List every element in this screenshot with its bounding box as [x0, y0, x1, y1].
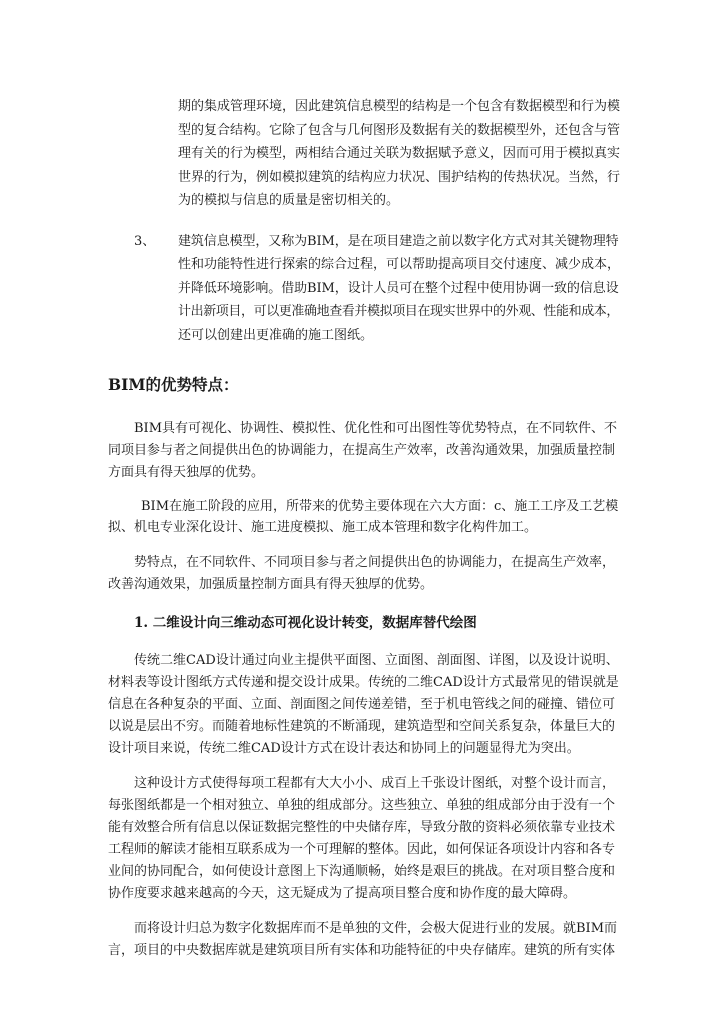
- text-line: 世界的行为，例如模拟建筑的结构应力状况、围护结构的传热状况。当然，行: [178, 170, 621, 185]
- subheading: 1. 二维设计向三维动态可视化设计转变，数据库替代绘图: [134, 615, 477, 631]
- text-line: 传统二维CAD设计通过向业主提供平面图、立面图、剖面图、详图，以及设计说明、: [134, 653, 619, 668]
- text-line: 期的集成管理环境，因此建筑信息模型的结构是一个包含有数据模型和行为模: [178, 99, 621, 114]
- list-marker: 3、: [134, 234, 156, 249]
- text-line: 理有关的行为模型，两相结合通过关联为数据赋予意义，因而可用于模拟真实: [178, 146, 621, 161]
- text-line: 而将设计归总为数字化数据库而不是单独的文件，会极大促进行业的发展。就BIM而: [134, 921, 618, 936]
- text-line: 并降低环境影响。借助BIM，设计人员可在整个过程中使用协调一致的信息设: [178, 281, 619, 296]
- text-line: 方面具有得天独厚的优势。: [108, 465, 265, 480]
- text-line: 以说是层出不穷。而随着地标性建筑的不断涌现，建筑造型和空间关系复杂，体量巨大的: [108, 719, 616, 734]
- text-line: 还可以创建出更准确的施工图纸。: [178, 328, 374, 343]
- text-line: 型的复合结构。它除了包含与几何图形及数据有关的数据模型外，还包含与管: [178, 123, 621, 138]
- text-line: 同项目参与者之间提供出色的协调能力，在提高生产效率，改善沟通效果，加强质量控制: [108, 443, 616, 458]
- text-line: 建筑信息模型，又称为BIM，是在项目建造之前以数字化方式对其关键物理特: [178, 234, 619, 249]
- text-line: 改善沟通效果，加强质量控制方面具有得天独厚的优势。: [108, 577, 434, 592]
- text-line: 工程师的解读才能相互联系成为一个可理解的整体。因此，如何保证各项设计内容和各专: [108, 842, 616, 857]
- text-line: 协作度要求越来越高的今天，这无疑成为了提高项目整合度和协作度的最大障碍。: [108, 886, 577, 901]
- text-line: 拟、机电专业深化设计、施工进度模拟、施工成本管理和数字化构件加工。: [108, 520, 538, 535]
- text-line: 信息在各种复杂的平面、立面、剖面图之间传递差错，至于机电管线之间的碰撞、错位可: [108, 697, 616, 712]
- text-line: BIM在施工阶段的应用，所带来的优势主要体现在六大方面：c、施工工序及工艺模: [141, 499, 619, 514]
- text-line: 这种设计方式使得每项工程都有大大小小、成百上千张设计图纸，对整个设计而言，: [134, 776, 616, 791]
- text-line: 性和功能特性进行探索的综合过程，可以帮助提高项目交付速度、减少成本，: [178, 257, 621, 272]
- text-line: 为的模拟与信息的质量是密切相关的。: [178, 193, 400, 208]
- text-line: 业间的协同配合，如何使设计意图上下沟通顺畅，始终是艰巨的挑战。在对项目整合度和: [108, 864, 616, 879]
- text-line: BIM具有可视化、协调性、模拟性、优化性和可出图性等优势特点，在不同软件、不: [134, 421, 618, 436]
- text-line: 势特点，在不同软件、不同项目参与者之间提供出色的协调能力，在提高生产效率，: [134, 555, 616, 570]
- text-line: 言，项目的中央数据库就是建筑项目所有实体和功能特征的中央存储库。建筑的所有实体: [108, 943, 616, 958]
- text-line: 每张图纸都是一个相对独立、单独的组成部分。这些独立、单独的组成部分由于没有一个: [108, 798, 616, 813]
- text-line: 设计项目来说，传统二维CAD设计方式在设计表达和协同上的问题显得尤为突出。: [108, 741, 580, 756]
- text-line: 计出新项目，可以更准确地查看并模拟项目在现实世界中的外观、性能和成本，: [178, 304, 620, 319]
- text-line: 能有效整合所有信息以保证数据完整性的中央储存库，导致分散的资料必须依靠专业技术: [108, 820, 616, 835]
- text-line: 材料表等设计图纸方式传递和提交设计成果。传统的二维CAD设计方式最常见的错误就是: [108, 675, 619, 690]
- section-heading: BIM的优势特点：: [108, 375, 239, 394]
